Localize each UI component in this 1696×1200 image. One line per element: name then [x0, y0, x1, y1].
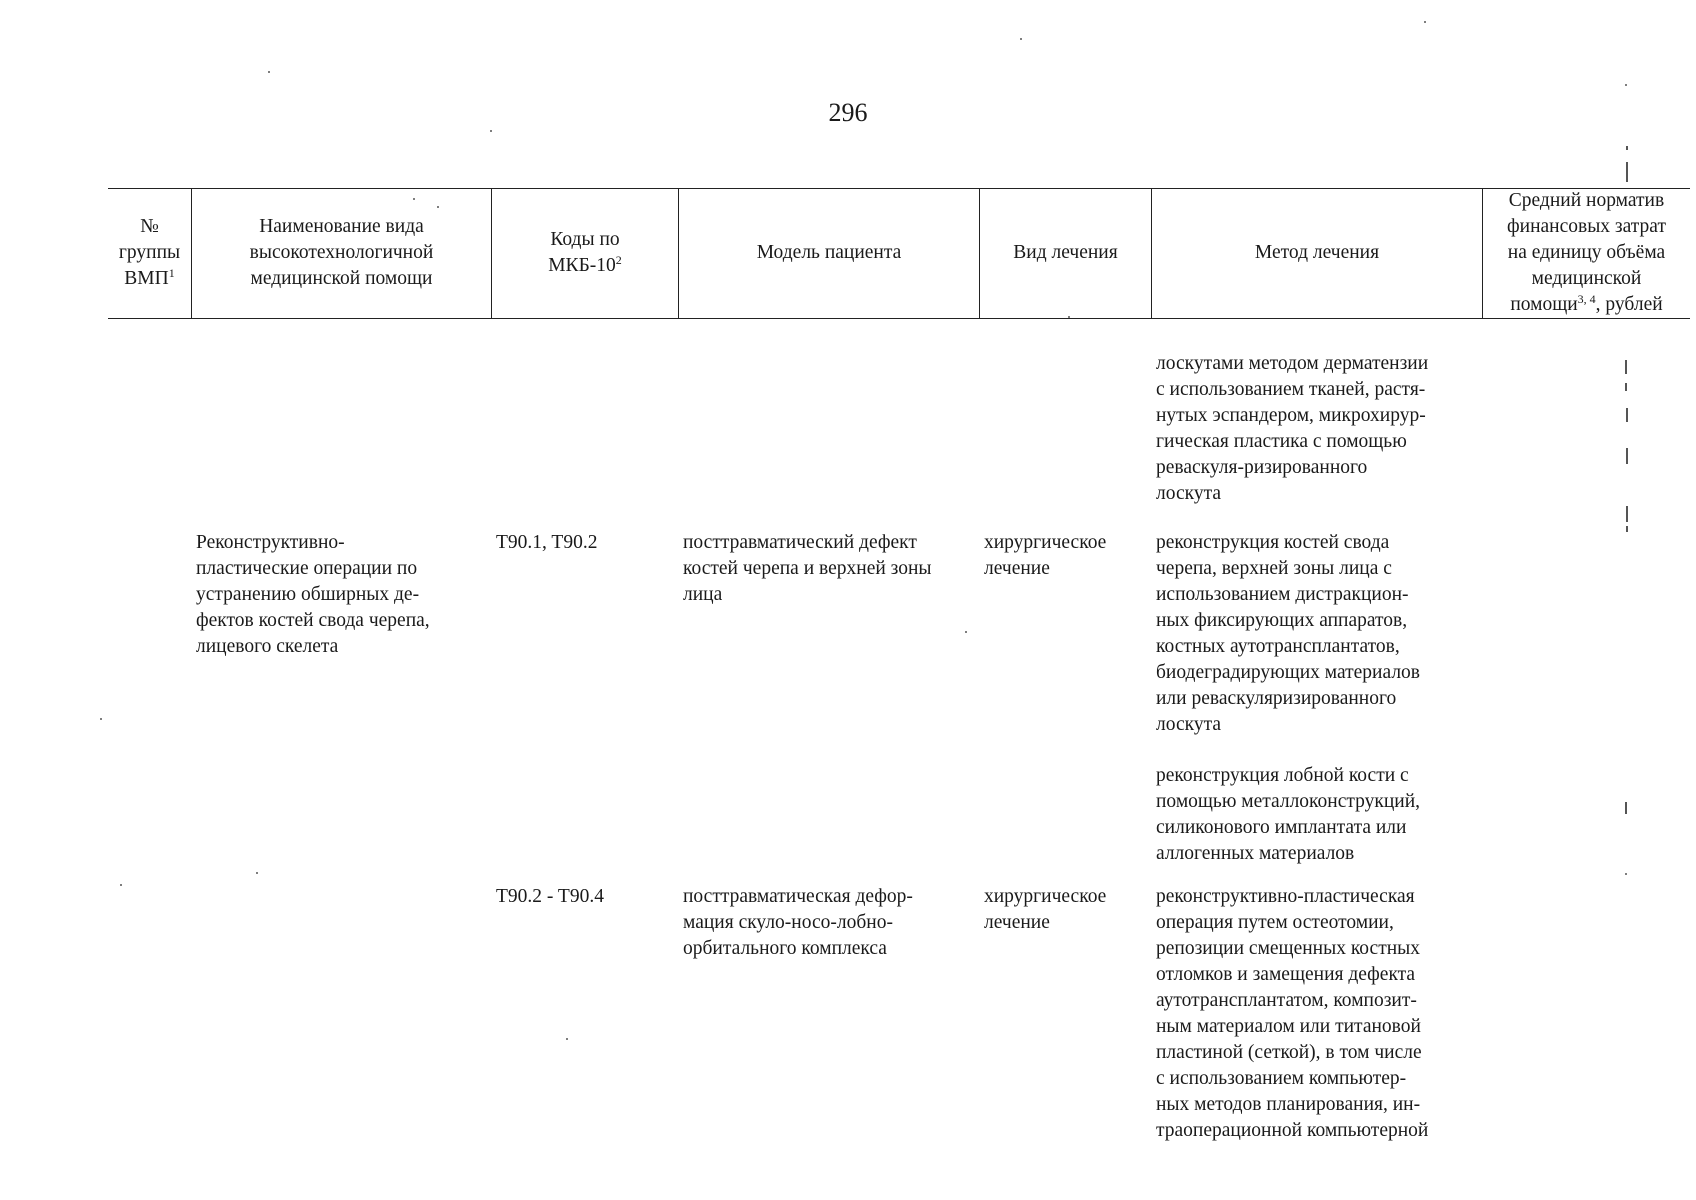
patient-model-line: мация скуло-носо-лобно-	[683, 912, 893, 933]
scan-speck	[1625, 84, 1627, 86]
scan-speck	[965, 631, 967, 633]
table-row-2-method	[1156, 763, 1420, 867]
patient-model-line: костей черепа и верхней зоны	[683, 558, 932, 579]
patient-model-line: посттравматическая дефор-	[683, 886, 913, 907]
vmp-name-line: Реконструктивно-	[196, 532, 345, 553]
scan-speck	[268, 71, 270, 73]
scan-speck	[256, 872, 258, 874]
table-row-1-vmp-name	[196, 530, 430, 660]
vmp-name-line: устранению обширных де-	[196, 584, 420, 605]
scan-dotted-mark	[1626, 526, 1628, 532]
table-row-1-patient-model	[683, 530, 932, 608]
method-line: реваскуля-ризированного	[1156, 457, 1368, 478]
footnote-marker: 1	[168, 266, 175, 280]
header-vmp-name	[192, 188, 491, 318]
scan-speck	[566, 1038, 568, 1040]
header-average-cost-line: помощи	[1510, 294, 1578, 315]
header-vmp-name-line: высокотехнологичной	[249, 242, 434, 263]
patient-model-line: орбитального комплекса	[683, 938, 887, 959]
method-line: использованием дистракцион-	[1156, 584, 1409, 605]
header-average-cost-line: медицинской	[1531, 268, 1642, 289]
method-line: реконструктивно-пластическая	[1156, 886, 1415, 907]
header-group-number-line: ВМП	[124, 268, 169, 289]
scan-speck	[413, 198, 415, 200]
method-line: или реваскуляризированного	[1156, 688, 1397, 709]
scan-dotted-mark	[1626, 506, 1628, 522]
patient-model-line: посттравматический дефект	[683, 532, 917, 553]
footnote-marker: 3, 4	[1577, 292, 1596, 306]
patient-model-line: лица	[683, 584, 723, 605]
vmp-name-line: фектов костей свода черепа,	[196, 610, 430, 631]
scan-speck	[100, 718, 102, 720]
treatment-type-line: лечение	[984, 558, 1050, 579]
method-line: пластиной (сеткой), в том числе	[1156, 1042, 1422, 1063]
method-line: реконструкция лобной кости с	[1156, 765, 1409, 786]
scan-speck	[1068, 316, 1070, 318]
method-line: аллогенных материалов	[1156, 843, 1355, 864]
footnote-marker: 2	[615, 253, 622, 267]
header-treatment-type	[980, 188, 1151, 318]
header-average-cost-line: , рублей	[1595, 294, 1663, 315]
table-row-3-treatment-type	[984, 884, 1106, 936]
header-average-cost-line: на единицу объёма	[1507, 242, 1666, 263]
scan-speck	[1625, 873, 1627, 875]
header-average-cost-line: финансовых затрат	[1507, 216, 1666, 237]
method-line: нутых эспандером, микрохирур-	[1156, 405, 1426, 426]
scan-dotted-mark	[1625, 360, 1627, 374]
header-icd-codes-line: МКБ-10	[548, 255, 616, 276]
method-line: с использованием тканей, растя-	[1156, 379, 1426, 400]
method-line: операция путем остеотомии,	[1156, 912, 1394, 933]
header-group-number	[108, 188, 191, 318]
treatment-type-line: лечение	[984, 912, 1050, 933]
vmp-name-line: пластические операции по	[196, 558, 418, 579]
scan-dotted-mark	[1626, 408, 1628, 422]
table-row-1-icd-codes: T90.1, T90.2	[496, 532, 598, 553]
method-line: помощью металлоконструкций,	[1156, 791, 1421, 812]
method-line: реконструкция костей свода	[1156, 532, 1390, 553]
scan-dotted-mark	[1626, 162, 1628, 182]
method-line: биодеградирующих материалов	[1156, 662, 1421, 683]
header-treatment-method-label: Метод лечения	[1254, 242, 1380, 263]
scan-dotted-mark	[1626, 448, 1628, 464]
scan-speck	[1020, 38, 1022, 40]
header-group-number-line: группы	[118, 242, 181, 263]
method-line: гическая пластика с помощью	[1156, 431, 1407, 452]
method-line: костных аутотрансплантатов,	[1156, 636, 1400, 657]
scan-dotted-mark	[1625, 383, 1627, 391]
method-line: отломков и замещения дефекта	[1156, 964, 1416, 985]
page-number: 296	[828, 98, 868, 127]
table-row-1-method	[1156, 530, 1420, 738]
method-line: репозиции смещенных костных	[1156, 938, 1421, 959]
header-group-number-line: №	[140, 216, 159, 237]
vmp-name-line: лицевого скелета	[196, 636, 339, 657]
header-treatment-type-label: Вид лечения	[1013, 242, 1118, 263]
method-line: траоперационной компьютерной	[1156, 1120, 1429, 1141]
method-line: ных методов планирования, ин-	[1156, 1094, 1421, 1115]
treatment-type-line: хирургическое	[984, 532, 1107, 553]
method-line: лоскута	[1156, 483, 1221, 504]
table-row-3-icd-codes: T90.2 - T90.4	[496, 886, 604, 907]
scan-speck	[437, 206, 439, 208]
method-line: с использованием компьютер-	[1156, 1068, 1407, 1089]
method-line: ных фиксирующих аппаратов,	[1156, 610, 1408, 631]
method-line: аутотрансплантатом, композит-	[1156, 990, 1417, 1011]
header-patient-model-label: Модель пациента	[756, 242, 902, 263]
method-line: силиконового имплантата или	[1156, 817, 1407, 838]
method-line: лоскута	[1156, 714, 1221, 735]
scan-dotted-mark	[1625, 802, 1627, 814]
table-row-3-patient-model	[683, 884, 913, 962]
treatment-type-line: хирургическое	[984, 886, 1107, 907]
scan-speck	[1424, 21, 1426, 23]
method-line: черепа, верхней зоны лица с	[1156, 558, 1392, 579]
method-line: лоскутами методом дерматензии	[1156, 353, 1429, 374]
header-average-cost	[1483, 188, 1690, 318]
scan-speck	[120, 884, 122, 886]
header-treatment-method	[1152, 188, 1482, 318]
header-patient-model	[679, 188, 979, 318]
table-header-bottom-rule	[108, 318, 1690, 319]
header-vmp-name-line: медицинской помощи	[250, 268, 433, 289]
header-icd-codes-line: Коды по	[550, 229, 620, 250]
scan-dotted-mark	[1626, 146, 1628, 150]
header-vmp-name-line: Наименование вида	[259, 216, 424, 237]
method-line: ным материалом или титановой	[1156, 1016, 1421, 1037]
table-row-3-method	[1156, 884, 1428, 1144]
table-row-1-treatment-type	[984, 530, 1106, 582]
scan-speck	[490, 130, 492, 132]
header-average-cost-line: Средний норматив	[1508, 190, 1665, 211]
table-row-0-method	[1156, 351, 1428, 507]
header-icd-codes	[492, 188, 678, 318]
